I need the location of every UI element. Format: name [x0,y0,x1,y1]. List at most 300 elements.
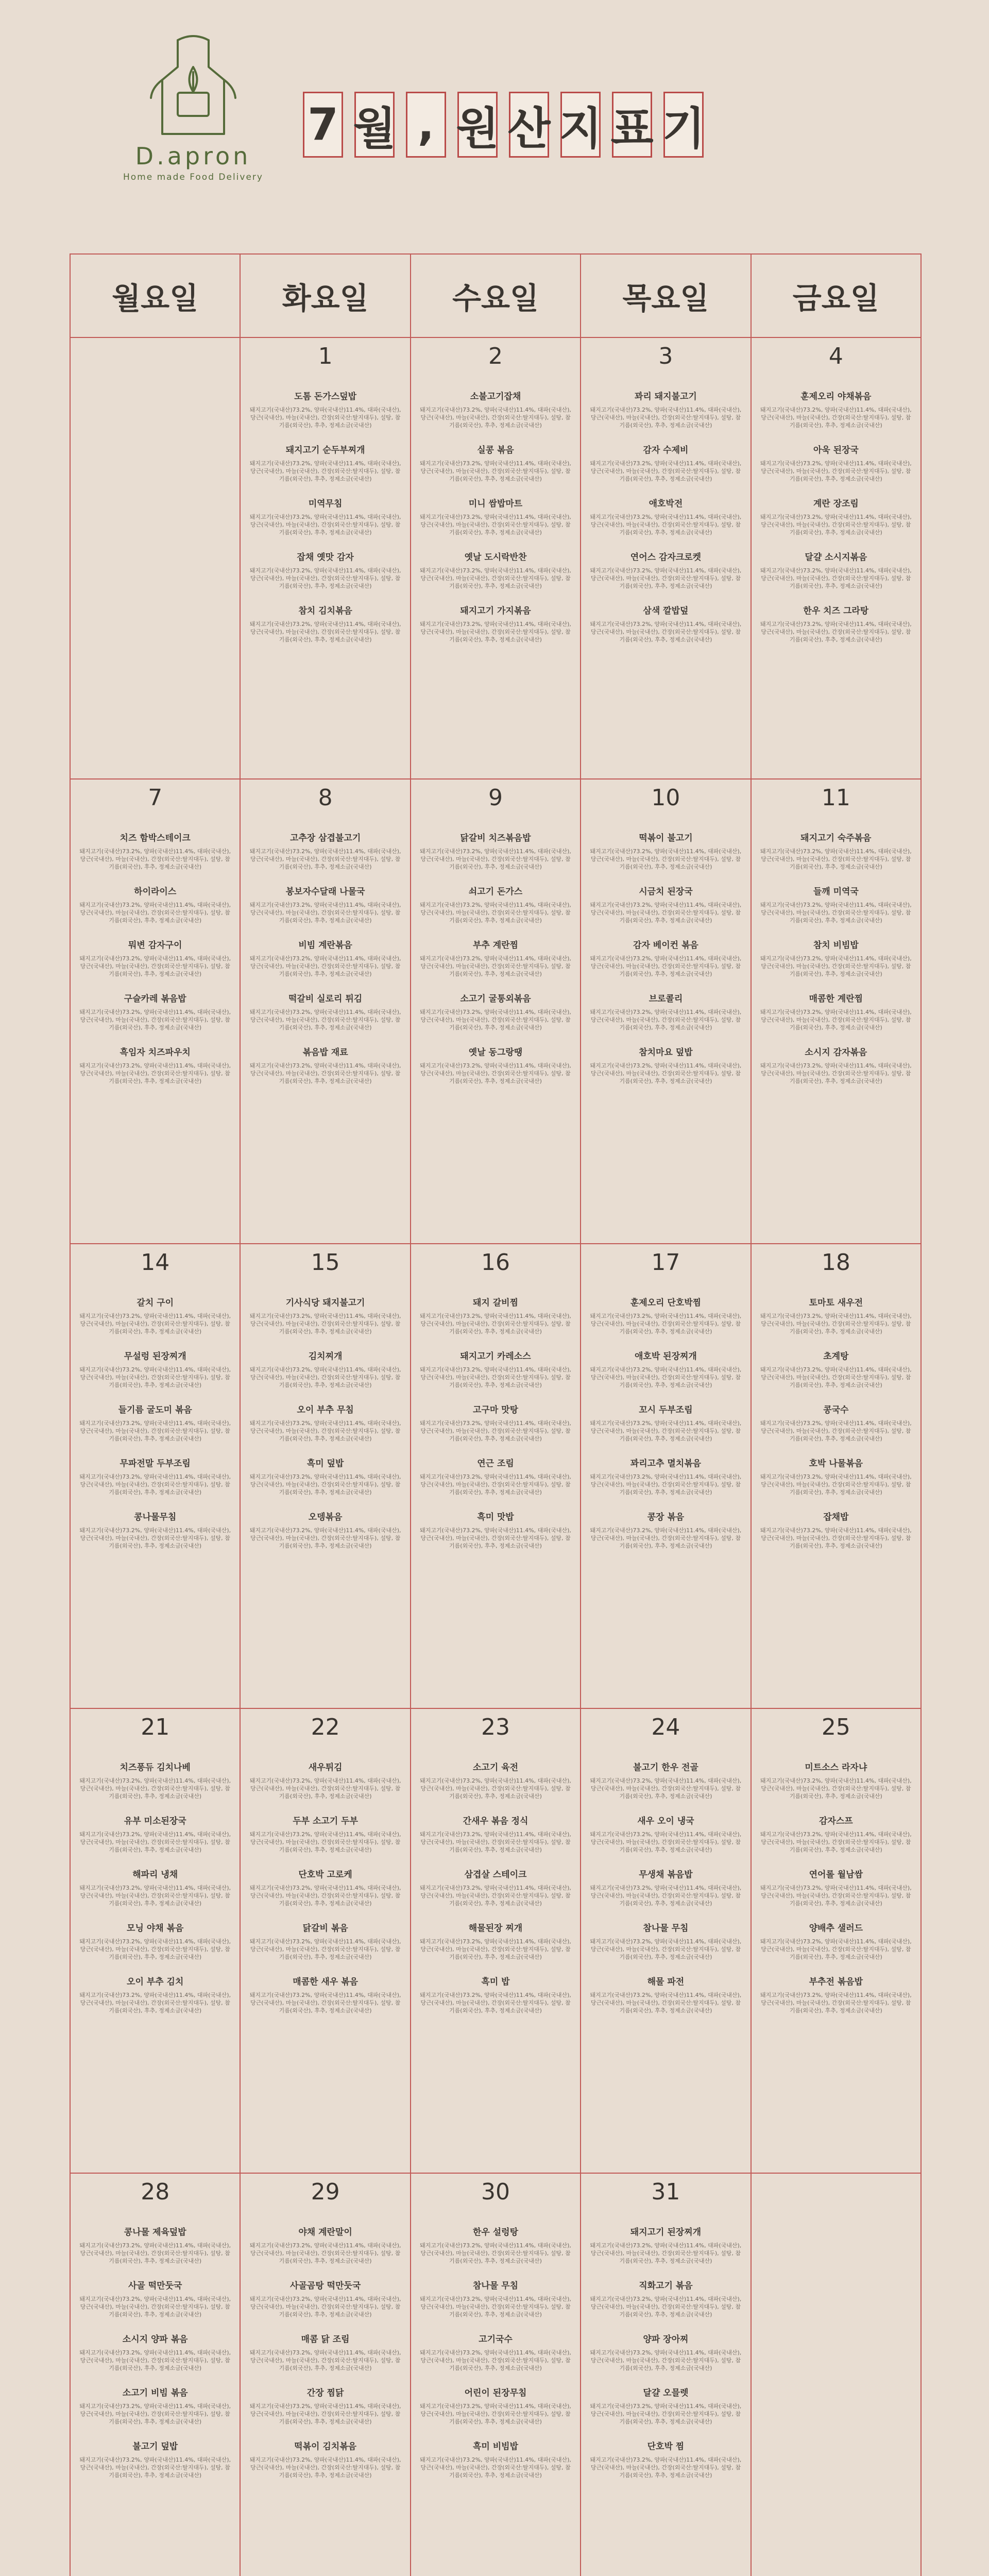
dish-name: 흑미 비빔밥 [473,2442,519,2452]
dish-origin-text: 돼지고기(국내산)73.2%, 양파(국내산)11.4%, 대파(국내산), 당근(국내산), 마늘(국내산), 간장(외국산:탈지대두), 설탕, 참기름(외국산), 후추, 정제소금(국내산) [79,2296,231,2318]
dish-name: 미니 쌈밥마트 [468,499,523,509]
dish-name: 돼지고기 순두부찌개 [285,445,365,455]
dish-origin-text: 돼지고기(국내산)73.2%, 양파(국내산)11.4%, 대파(국내산), 당근(국내산), 마늘(국내산), 간장(외국산:탈지대두), 설탕, 참기름(외국산), 후추, 정제소금(국내산) [590,2349,742,2371]
day-cell [411,338,581,778]
dish-origin-text: 돼지고기(국내산)73.2%, 양파(국내산)11.4%, 대파(국내산), 당근(국내산), 마늘(국내산), 간장(외국산:탈지대두), 설탕, 참기름(외국산), 후추, 정제소금(국내산) [760,1938,912,1960]
dish-name: 애호박 된장찌개 [634,1351,697,1362]
day-date: 21 [141,1714,170,1740]
dish-origin-text: 돼지고기(국내산)73.2%, 양파(국내산)11.4%, 대파(국내산), 당근(국내산), 마늘(국내산), 간장(외국산:탈지대두), 설탕, 참기름(외국산), 후추, 정제소금(국내산) [420,955,571,977]
dish-name: 시금치 된장국 [639,887,693,897]
dish-name: 달걀 오믈렛 [643,2388,689,2398]
dish-origin-text: 돼지고기(국내산)73.2%, 양파(국내산)11.4%, 대파(국내산), 당근(국내산), 마늘(국내산), 간장(외국산:탈지대두), 설탕, 참기름(외국산), 후추, 정제소금(국내산) [79,2403,231,2425]
day-date: 25 [821,1714,850,1740]
dish-origin-text: 돼지고기(국내산)73.2%, 양파(국내산)11.4%, 대파(국내산), 당근(국내산), 마늘(국내산), 간장(외국산:탈지대두), 설탕, 참기름(외국산), 후추, 정제소금(국내산) [420,1366,571,1388]
dish-name: 감자 베이컨 볶음 [633,940,698,951]
dish-name: 감자스프 [819,1816,853,1826]
day-cell [752,1709,920,2173]
dish-origin-text: 돼지고기(국내산)73.2%, 양파(국내산)11.4%, 대파(국내산), 당근(국내산), 마늘(국내산), 간장(외국산:탈지대두), 설탕, 참기름(외국산), 후추, 정제소금(국내산) [420,1777,571,1800]
dish-origin-text: 돼지고기(국내산)73.2%, 양파(국내산)11.4%, 대파(국내산), 당근(국내산), 마늘(국내산), 간장(외국산:탈지대두), 설탕, 참기름(외국산), 후추, 정제소금(국내산) [249,1527,401,1549]
dish-name: 고기국수 [479,2334,513,2345]
dish-name: 간장 찜닭 [306,2388,344,2398]
dish-name: 해물된장 찌개 [468,1923,523,1934]
day-cell [241,338,411,778]
dish-origin-text: 돼지고기(국내산)73.2%, 양파(국내산)11.4%, 대파(국내산), 당근(국내산), 마늘(국내산), 간장(외국산:탈지대두), 설탕, 참기름(외국산), 후추, 정제소금(국내산) [590,2242,742,2264]
dish-origin-text: 돼지고기(국내산)73.2%, 양파(국내산)11.4%, 대파(국내산), 당근(국내산), 마늘(국내산), 간장(외국산:탈지대두), 설탕, 참기름(외국산), 후추, 정제소금(국내산) [590,514,742,536]
dish-origin-text: 돼지고기(국내산)73.2%, 양파(국내산)11.4%, 대파(국내산), 당근(국내산), 마늘(국내산), 간장(외국산:탈지대두), 설탕, 참기름(외국산), 후추, 정제소금(국내산) [590,848,742,870]
day-date: 14 [141,1249,170,1276]
dish-name: 들깨 미역국 [813,887,859,897]
day-date: 29 [311,2179,340,2205]
dish-origin-text: 돼지고기(국내산)73.2%, 양파(국내산)11.4%, 대파(국내산), 당근(국내산), 마늘(국내산), 간장(외국산:탈지대두), 설탕, 참기름(외국산), 후추, 정제소금(국내산) [249,1062,401,1084]
dish-origin-text: 돼지고기(국내산)73.2%, 양파(국내산)11.4%, 대파(국내산), 당근(국내산), 마늘(국내산), 간장(외국산:탈지대두), 설탕, 참기름(외국산), 후추, 정제소금(국내산) [760,1420,912,1442]
dish-origin-text: 돼지고기(국내산)73.2%, 양파(국내산)11.4%, 대파(국내산), 당근(국내산), 마늘(국내산), 간장(외국산:탈지대두), 설탕, 참기름(외국산), 후추, 정제소금(국내산) [249,848,401,870]
dish-origin-text: 돼지고기(국내산)73.2%, 양파(국내산)11.4%, 대파(국내산), 당근(국내산), 마늘(국내산), 간장(외국산:탈지대두), 설탕, 참기름(외국산), 후추, 정제소금(국내산) [79,1313,231,1335]
dish-name: 미역무침 [308,499,343,509]
day-date [759,2174,913,2211]
dish-origin-text: 돼지고기(국내산)73.2%, 양파(국내산)11.4%, 대파(국내산), 당근(국내산), 마늘(국내산), 간장(외국산:탈지대두), 설탕, 참기름(외국산), 후추, 정제소금(국내산) [249,1473,401,1496]
day-cell [581,1709,751,2173]
day-date: 11 [821,785,850,811]
apron-icon [142,31,245,139]
dish-name: 해파리 냉채 [132,1870,178,1880]
dish-origin-text: 돼지고기(국내산)73.2%, 양파(국내산)11.4%, 대파(국내산), 당근(국내산), 마늘(국내산), 간장(외국산:탈지대두), 설탕, 참기름(외국산), 후추, 정제소금(국내산) [760,1062,912,1084]
weekday-label: 금요일 [792,281,879,316]
dish-name: 소고기 굴통외볶음 [460,994,531,1004]
dish-origin-text: 돼지고기(국내산)73.2%, 양파(국내산)11.4%, 대파(국내산), 당근(국내산), 마늘(국내산), 간장(외국산:탈지대두), 설탕, 참기름(외국산), 후추, 정제소금(국내산) [249,567,401,589]
dish-origin-text: 돼지고기(국내산)73.2%, 양파(국내산)11.4%, 대파(국내산), 당근(국내산), 마늘(국내산), 간장(외국산:탈지대두), 설탕, 참기름(외국산), 후추, 정제소금(국내산) [79,1992,231,2014]
dish-origin-text: 돼지고기(국내산)73.2%, 양파(국내산)11.4%, 대파(국내산), 당근(국내산), 마늘(국내산), 간장(외국산:탈지대두), 설탕, 참기름(외국산), 후추, 정제소금(국내산) [760,1313,912,1335]
dish-name: 흑임자 치즈파우치 [120,1047,191,1058]
title-char: 표 [612,92,652,158]
day-cell [241,779,411,1243]
dish-name: 계란 장조림 [813,499,859,509]
dish-name: 소시지 양파 볶음 [122,2334,188,2345]
dish-name: 잡채 옛맛 감자 [297,552,354,563]
dish-origin-text: 돼지고기(국내산)73.2%, 양파(국내산)11.4%, 대파(국내산), 당근(국내산), 마늘(국내산), 간장(외국산:탈지대두), 설탕, 참기름(외국산), 후추, 정제소금(국내산) [79,1777,231,1800]
week-row [71,1709,920,2174]
dish-origin-text: 돼지고기(국내산)73.2%, 양파(국내산)11.4%, 대파(국내산), 당근(국내산), 마늘(국내산), 간장(외국산:탈지대두), 설탕, 참기름(외국산), 후추, 정제소금(국내산) [760,567,912,589]
day-cell [71,338,241,778]
dish-origin-text: 돼지고기(국내산)73.2%, 양파(국내산)11.4%, 대파(국내산), 당근(국내산), 마늘(국내산), 간장(외국산:탈지대두), 설탕, 참기름(외국산), 후추, 정제소금(국내산) [760,902,912,924]
dish-name: 직화고기 볶음 [639,2281,693,2291]
title-char: 7 [303,92,343,158]
dish-name: 고추장 삼겹불고기 [289,833,361,843]
dish-name: 참치 비빔밥 [813,940,859,951]
dish-name: 돼지고기 가지볶음 [460,606,531,616]
dish-name: 소고기 육전 [473,1762,519,1773]
dish-name: 어린이 된장무침 [464,2388,527,2398]
dish-name: 참치 김치볶음 [298,606,352,616]
dish-origin-text: 돼지고기(국내산)73.2%, 양파(국내산)11.4%, 대파(국내산), 당근(국내산), 마늘(국내산), 간장(외국산:탈지대두), 설탕, 참기름(외국산), 후추, 정제소금(국내산) [760,1992,912,2014]
dish-origin-text: 돼지고기(국내산)73.2%, 양파(국내산)11.4%, 대파(국내산), 당근(국내산), 마늘(국내산), 간장(외국산:탈지대두), 설탕, 참기름(외국산), 후추, 정제소금(국내산) [590,1366,742,1388]
dish-name: 삼겹살 스테이크 [464,1870,527,1880]
dish-name: 불고기 한우 전골 [633,1762,698,1773]
dish-name: 오뎅볶음 [308,1512,343,1522]
day-date: 23 [481,1714,510,1740]
dish-origin-text: 돼지고기(국내산)73.2%, 양파(국내산)11.4%, 대파(국내산), 당근(국내산), 마늘(국내산), 간장(외국산:탈지대두), 설탕, 참기름(외국산), 후추, 정제소금(국내산) [590,2403,742,2425]
dish-origin-text: 돼지고기(국내산)73.2%, 양파(국내산)11.4%, 대파(국내산), 당근(국내산), 마늘(국내산), 간장(외국산:탈지대두), 설탕, 참기름(외국산), 후추, 정제소금(국내산) [249,1366,401,1388]
dish-origin-text: 돼지고기(국내산)73.2%, 양파(국내산)11.4%, 대파(국내산), 당근(국내산), 마늘(국내산), 간장(외국산:탈지대두), 설탕, 참기름(외국산), 후추, 정제소금(국내산) [79,1527,231,1549]
dish-name: 볶음밥 재료 [302,1047,348,1058]
dish-origin-text: 돼지고기(국내산)73.2%, 양파(국내산)11.4%, 대파(국내산), 당근(국내산), 마늘(국내산), 간장(외국산:탈지대두), 설탕, 참기름(외국산), 후추, 정제소금(국내산) [420,567,571,589]
dish-name: 콩국수 [823,1405,849,1415]
title-char: , [406,92,446,158]
dish-name: 흑미 덮밥 [306,1459,344,1469]
dish-origin-text: 돼지고기(국내산)73.2%, 양파(국내산)11.4%, 대파(국내산), 당근(국내산), 마늘(국내산), 간장(외국산:탈지대두), 설탕, 참기름(외국산), 후추, 정제소금(국내산) [79,1062,231,1084]
day-date: 10 [651,785,680,811]
dish-name: 야채 계란말이 [298,2227,352,2238]
week-row [71,779,920,1244]
day-cell [581,338,751,778]
dish-name: 연어롤 월남쌈 [809,1870,863,1880]
day-cell [241,1244,411,1708]
dish-origin-text: 돼지고기(국내산)73.2%, 양파(국내산)11.4%, 대파(국내산), 당근(국내산), 마늘(국내산), 간장(외국산:탈지대두), 설탕, 참기름(외국산), 후추, 정제소금(국내산) [590,1009,742,1031]
dish-origin-text: 돼지고기(국내산)73.2%, 양파(국내산)11.4%, 대파(국내산), 당근(국내산), 마늘(국내산), 간장(외국산:탈지대두), 설탕, 참기름(외국산), 후추, 정제소금(국내산) [249,406,401,429]
day-date: 31 [651,2179,680,2205]
dish-origin-text: 돼지고기(국내산)73.2%, 양파(국내산)11.4%, 대파(국내산), 당근(국내산), 마늘(국내산), 간장(외국산:탈지대두), 설탕, 참기름(외국산), 후추, 정제소금(국내산) [760,406,912,429]
dish-name: 불고기 덮밥 [132,2442,178,2452]
day-date: 22 [311,1714,340,1740]
week-row [71,1244,920,1709]
dish-origin-text: 돼지고기(국내산)73.2%, 양파(국내산)11.4%, 대파(국내산), 당근(국내산), 마늘(국내산), 간장(외국산:탈지대두), 설탕, 참기름(외국산), 후추, 정제소금(국내산) [760,1831,912,1853]
dish-name: 참치마요 덮밥 [639,1047,693,1058]
dish-name: 흑미 맛밥 [477,1512,514,1522]
dish-name: 하이라이스 [134,887,177,897]
dish-name: 떡볶이 불고기 [639,833,693,843]
dish-name: 김치찌개 [308,1351,343,1362]
title-char: 산 [509,92,549,158]
title-char: 기 [663,92,704,158]
day-cell [411,1244,581,1708]
dish-origin-text: 돼지고기(국내산)73.2%, 양파(국내산)11.4%, 대파(국내산), 당근(국내산), 마늘(국내산), 간장(외국산:탈지대두), 설탕, 참기름(외국산), 후추, 정제소금(국내산) [249,1420,401,1442]
dish-origin-text: 돼지고기(국내산)73.2%, 양파(국내산)11.4%, 대파(국내산), 당근(국내산), 마늘(국내산), 간장(외국산:탈지대두), 설탕, 참기름(외국산), 후추, 정제소금(국내산) [79,2242,231,2264]
dish-origin-text: 돼지고기(국내산)73.2%, 양파(국내산)11.4%, 대파(국내산), 당근(국내산), 마늘(국내산), 간장(외국산:탈지대두), 설탕, 참기름(외국산), 후추, 정제소금(국내산) [760,848,912,870]
day-cell [411,2174,581,2576]
dish-origin-text: 돼지고기(국내산)73.2%, 양파(국내산)11.4%, 대파(국내산), 당근(국내산), 마늘(국내산), 간장(외국산:탈지대두), 설탕, 참기름(외국산), 후추, 정제소금(국내산) [420,1992,571,2014]
dish-origin-text: 돼지고기(국내산)73.2%, 양파(국내산)11.4%, 대파(국내산), 당근(국내산), 마늘(국내산), 간장(외국산:탈지대두), 설탕, 참기름(외국산), 후추, 정제소금(국내산) [420,848,571,870]
dish-origin-text: 돼지고기(국내산)73.2%, 양파(국내산)11.4%, 대파(국내산), 당근(국내산), 마늘(국내산), 간장(외국산:탈지대두), 설탕, 참기름(외국산), 후추, 정제소금(국내산) [79,2456,231,2479]
dish-name: 단호박 찜 [647,2442,685,2452]
day-date: 9 [488,785,503,811]
dish-name: 도톰 돈가스덮밥 [294,392,357,402]
header [0,0,989,227]
dish-name: 호박 나물볶음 [809,1459,863,1469]
day-date: 18 [821,1249,850,1276]
dish-origin-text: 돼지고기(국내산)73.2%, 양파(국내산)11.4%, 대파(국내산), 당근(국내산), 마늘(국내산), 간장(외국산:탈지대두), 설탕, 참기름(외국산), 후추, 정제소금(국내산) [590,955,742,977]
dish-origin-text: 돼지고기(국내산)73.2%, 양파(국내산)11.4%, 대파(국내산), 당근(국내산), 마늘(국내산), 간장(외국산:탈지대두), 설탕, 참기름(외국산), 후추, 정제소금(국내산) [420,1885,571,1907]
dish-name: 사골곰탕 떡만둣국 [289,2281,361,2291]
day-cell [752,2174,920,2576]
day-date: 7 [148,785,163,811]
dish-origin-text: 돼지고기(국내산)73.2%, 양파(국내산)11.4%, 대파(국내산), 당근(국내산), 마늘(국내산), 간장(외국산:탈지대두), 설탕, 참기름(외국산), 후추, 정제소금(국내산) [420,1831,571,1853]
dish-name: 기사식당 돼지불고기 [285,1298,365,1308]
dish-origin-text: 돼지고기(국내산)73.2%, 양파(국내산)11.4%, 대파(국내산), 당근(국내산), 마늘(국내산), 간장(외국산:탈지대두), 설탕, 참기름(외국산), 후추, 정제소금(국내산) [249,902,401,924]
dish-origin-text: 돼지고기(국내산)73.2%, 양파(국내산)11.4%, 대파(국내산), 당근(국내산), 마늘(국내산), 간장(외국산:탈지대두), 설탕, 참기름(외국산), 후추, 정제소금(국내산) [420,2349,571,2371]
title-char: 지 [560,92,601,158]
day-cell [71,1709,241,2173]
dish-origin-text: 돼지고기(국내산)73.2%, 양파(국내산)11.4%, 대파(국내산), 당근(국내산), 마늘(국내산), 간장(외국산:탈지대두), 설탕, 참기름(외국산), 후추, 정제소금(국내산) [590,567,742,589]
day-date: 3 [658,343,673,369]
dish-name: 두부 소고기 두부 [293,1816,358,1826]
dish-origin-text: 돼지고기(국내산)73.2%, 양파(국내산)11.4%, 대파(국내산), 당근(국내산), 마늘(국내산), 간장(외국산:탈지대두), 설탕, 참기름(외국산), 후추, 정제소금(국내산) [590,902,742,924]
dish-origin-text: 돼지고기(국내산)73.2%, 양파(국내산)11.4%, 대파(국내산), 당근(국내산), 마늘(국내산), 간장(외국산:탈지대두), 설탕, 참기름(외국산), 후추, 정제소금(국내산) [249,2242,401,2264]
dish-origin-text: 돼지고기(국내산)73.2%, 양파(국내산)11.4%, 대파(국내산), 당근(국내산), 마늘(국내산), 간장(외국산:탈지대두), 설탕, 참기름(외국산), 후추, 정제소금(국내산) [420,1420,571,1442]
dish-origin-text: 돼지고기(국내산)73.2%, 양파(국내산)11.4%, 대파(국내산), 당근(국내산), 마늘(국내산), 간장(외국산:탈지대두), 설탕, 참기름(외국산), 후추, 정제소금(국내산) [760,1885,912,1907]
dish-origin-text: 돼지고기(국내산)73.2%, 양파(국내산)11.4%, 대파(국내산), 당근(국내산), 마늘(국내산), 간장(외국산:탈지대두), 설탕, 참기름(외국산), 후추, 정제소금(국내산) [760,1473,912,1496]
dish-name: 소불고기잡채 [470,392,521,402]
dish-origin-text: 돼지고기(국내산)73.2%, 양파(국내산)11.4%, 대파(국내산), 당근(국내산), 마늘(국내산), 간장(외국산:탈지대두), 설탕, 참기름(외국산), 후추, 정제소금(국내산) [590,406,742,429]
dish-name: 훈제오리 단호박찜 [630,1298,702,1308]
dish-origin-text: 돼지고기(국내산)73.2%, 양파(국내산)11.4%, 대파(국내산), 당근(국내산), 마늘(국내산), 간장(외국산:탈지대두), 설탕, 참기름(외국산), 후추, 정제소금(국내산) [760,514,912,536]
dish-name: 오이 부추 김치 [127,1977,184,1987]
dish-name: 매콤한 계란찜 [809,994,863,1004]
logo [98,31,288,216]
dish-origin-text: 돼지고기(국내산)73.2%, 양파(국내산)11.4%, 대파(국내산), 당근(국내산), 마늘(국내산), 간장(외국산:탈지대두), 설탕, 참기름(외국산), 후추, 정제소금(국내산) [249,514,401,536]
dish-name: 부추전 볶음밥 [809,1977,863,1987]
dish-name: 닭갈비 볶음 [302,1923,348,1934]
weekday-label: 목요일 [581,255,751,337]
dish-name: 해물 파전 [647,1977,685,1987]
dish-origin-text: 돼지고기(국내산)73.2%, 양파(국내산)11.4%, 대파(국내산), 당근(국내산), 마늘(국내산), 간장(외국산:탈지대두), 설탕, 참기름(외국산), 후추, 정제소금(국내산) [420,406,571,429]
day-cell [241,2174,411,2576]
dish-origin-text: 돼지고기(국내산)73.2%, 양파(국내산)11.4%, 대파(국내산), 당근(국내산), 마늘(국내산), 간장(외국산:탈지대두), 설탕, 참기름(외국산), 후추, 정제소금(국내산) [249,2456,401,2479]
day-date: 2 [488,343,503,369]
dish-origin-text: 돼지고기(국내산)73.2%, 양파(국내산)11.4%, 대파(국내산), 당근(국내산), 마늘(국내산), 간장(외국산:탈지대두), 설탕, 참기름(외국산), 후추, 정제소금(국내산) [590,1473,742,1496]
dish-name: 옛날 동그랑땡 [468,1047,523,1058]
dish-origin-text: 돼지고기(국내산)73.2%, 양파(국내산)11.4%, 대파(국내산), 당근(국내산), 마늘(국내산), 간장(외국산:탈지대두), 설탕, 참기름(외국산), 후추, 정제소금(국내산) [79,1938,231,1960]
dish-origin-text: 돼지고기(국내산)73.2%, 양파(국내산)11.4%, 대파(국내산), 당근(국내산), 마늘(국내산), 간장(외국산:탈지대두), 설탕, 참기름(외국산), 후추, 정제소금(국내산) [249,2349,401,2371]
day-cell [71,1244,241,1708]
dish-name: 초계탕 [823,1351,849,1362]
dish-name: 돼지고기 카레소스 [460,1351,531,1362]
dish-name: 돼지 갈비찜 [473,1298,519,1308]
dish-name: 들기름 굴도미 볶음 [118,1405,192,1415]
title-char: 월 [354,92,395,158]
dish-name: 꼬시 두부조림 [639,1405,693,1415]
menu-calendar [70,253,922,2576]
dish-origin-text: 돼지고기(국내산)73.2%, 양파(국내산)11.4%, 대파(국내산), 당근(국내산), 마늘(국내산), 간장(외국산:탈지대두), 설탕, 참기름(외국산), 후추, 정제소금(국내산) [760,460,912,482]
page-title [303,92,704,158]
day-cell [71,779,241,1243]
dish-name: 콩나물 제육덮밥 [124,2227,186,2238]
dish-name: 소시지 감자볶음 [805,1047,867,1058]
dish-origin-text: 돼지고기(국내산)73.2%, 양파(국내산)11.4%, 대파(국내산), 당근(국내산), 마늘(국내산), 간장(외국산:탈지대두), 설탕, 참기름(외국산), 후추, 정제소금(국내산) [249,1885,401,1907]
dish-origin-text: 돼지고기(국내산)73.2%, 양파(국내산)11.4%, 대파(국내산), 당근(국내산), 마늘(국내산), 간장(외국산:탈지대두), 설탕, 참기름(외국산), 후추, 정제소금(국내산) [79,1009,231,1031]
dish-name: 간새우 볶음 정식 [463,1816,528,1826]
dish-name: 사골 떡만둣국 [128,2281,182,2291]
dish-origin-text: 돼지고기(국내산)73.2%, 양파(국내산)11.4%, 대파(국내산), 당근(국내산), 마늘(국내산), 간장(외국산:탈지대두), 설탕, 참기름(외국산), 후추, 정제소금(국내산) [420,1938,571,1960]
dish-origin-text: 돼지고기(국내산)73.2%, 양파(국내산)11.4%, 대파(국내산), 당근(국내산), 마늘(국내산), 간장(외국산:탈지대두), 설탕, 참기름(외국산), 후추, 정제소금(국내산) [249,460,401,482]
dish-name: 콩장 볶음 [647,1512,685,1522]
dish-name: 매콤한 새우 볶음 [293,1977,358,1987]
dish-name: 오이 부추 무침 [297,1405,354,1415]
dish-origin-text: 돼지고기(국내산)73.2%, 양파(국내산)11.4%, 대파(국내산), 당근(국내산), 마늘(국내산), 간장(외국산:탈지대두), 설탕, 참기름(외국산), 후추, 정제소금(국내산) [590,1527,742,1549]
dish-origin-text: 돼지고기(국내산)73.2%, 양파(국내산)11.4%, 대파(국내산), 당근(국내산), 마늘(국내산), 간장(외국산:탈지대두), 설탕, 참기름(외국산), 후추, 정제소금(국내산) [249,2296,401,2318]
dish-origin-text: 돼지고기(국내산)73.2%, 양파(국내산)11.4%, 대파(국내산), 당근(국내산), 마늘(국내산), 간장(외국산:탈지대두), 설탕, 참기름(외국산), 후추, 정제소금(국내산) [249,1313,401,1335]
dish-origin-text: 돼지고기(국내산)73.2%, 양파(국내산)11.4%, 대파(국내산), 당근(국내산), 마늘(국내산), 간장(외국산:탈지대두), 설탕, 참기름(외국산), 후추, 정제소금(국내산) [420,2403,571,2425]
dish-name: 옛날 도시락반찬 [464,552,527,563]
dish-name: 부추 계란찜 [473,940,519,951]
dish-name: 감자 수제비 [643,445,689,455]
dish-name: 무생채 볶음밥 [639,1870,693,1880]
day-date [78,338,232,376]
dish-name: 매콤 닭 조림 [301,2334,350,2345]
dish-origin-text: 돼지고기(국내산)73.2%, 양파(국내산)11.4%, 대파(국내산), 당근(국내산), 마늘(국내산), 간장(외국산:탈지대두), 설탕, 참기름(외국산), 후추, 정제소금(국내산) [249,2403,401,2425]
dish-origin-text: 돼지고기(국내산)73.2%, 양파(국내산)11.4%, 대파(국내산), 당근(국내산), 마늘(국내산), 간장(외국산:탈지대두), 설탕, 참기름(외국산), 후추, 정제소금(국내산) [79,2349,231,2371]
dish-origin-text: 돼지고기(국내산)73.2%, 양파(국내산)11.4%, 대파(국내산), 당근(국내산), 마늘(국내산), 간장(외국산:탈지대두), 설탕, 참기름(외국산), 후추, 정제소금(국내산) [590,2456,742,2479]
dish-name: 애호박전 [649,499,683,509]
dish-origin-text: 돼지고기(국내산)73.2%, 양파(국내산)11.4%, 대파(국내산), 당근(국내산), 마늘(국내산), 간장(외국산:탈지대두), 설탕, 참기름(외국산), 후추, 정제소금(국내산) [760,621,912,643]
dish-name: 흑미 밥 [481,1977,510,1987]
dish-origin-text: 돼지고기(국내산)73.2%, 양파(국내산)11.4%, 대파(국내산), 당근(국내산), 마늘(국내산), 간장(외국산:탈지대두), 설탕, 참기름(외국산), 후추, 정제소금(국내산) [590,460,742,482]
day-cell [411,1709,581,2173]
dish-origin-text: 돼지고기(국내산)73.2%, 양파(국내산)11.4%, 대파(국내산), 당근(국내산), 마늘(국내산), 간장(외국산:탈지대두), 설탕, 참기름(외국산), 후추, 정제소금(국내산) [79,1420,231,1442]
dish-name: 새우튀김 [308,1762,343,1773]
day-date: 8 [318,785,333,811]
day-cell [752,1244,920,1708]
dish-origin-text: 돼지고기(국내산)73.2%, 양파(국내산)11.4%, 대파(국내산), 당근(국내산), 마늘(국내산), 간장(외국산:탈지대두), 설탕, 참기름(외국산), 후추, 정제소금(국내산) [420,460,571,482]
dish-name: 떡갈비 실로리 튀김 [288,994,363,1004]
day-date: 28 [141,2179,170,2205]
week-row [71,2174,920,2576]
dish-name: 참나물 무침 [473,2281,519,2291]
dish-name: 모닝 야채 볶음 [127,1923,184,1934]
dish-origin-text: 돼지고기(국내산)73.2%, 양파(국내산)11.4%, 대파(국내산), 당근(국내산), 마늘(국내산), 간장(외국산:탈지대두), 설탕, 참기름(외국산), 후추, 정제소금(국내산) [420,1527,571,1549]
dish-origin-text: 돼지고기(국내산)73.2%, 양파(국내산)11.4%, 대파(국내산), 당근(국내산), 마늘(국내산), 간장(외국산:탈지대두), 설탕, 참기름(외국산), 후추, 정제소금(국내산) [420,514,571,536]
dish-origin-text: 돼지고기(국내산)73.2%, 양파(국내산)11.4%, 대파(국내산), 당근(국내산), 마늘(국내산), 간장(외국산:탈지대두), 설탕, 참기름(외국산), 후추, 정제소금(국내산) [590,1885,742,1907]
dish-name: 달걀 소시지볶음 [805,552,867,563]
dish-name: 쇠고기 돈가스 [468,887,523,897]
dish-name: 잡채밥 [823,1512,849,1522]
dish-name: 갈치 구이 [137,1298,174,1308]
dish-name: 한우 설렁탕 [473,2227,519,2238]
dish-origin-text: 돼지고기(국내산)73.2%, 양파(국내산)11.4%, 대파(국내산), 당근(국내산), 마늘(국내산), 간장(외국산:탈지대두), 설탕, 참기름(외국산), 후추, 정제소금(국내산) [249,1831,401,1853]
week-row [71,338,920,779]
day-date: 1 [318,343,333,369]
day-date: 16 [481,1249,510,1276]
dish-origin-text: 돼지고기(국내산)73.2%, 양파(국내산)11.4%, 대파(국내산), 당근(국내산), 마늘(국내산), 간장(외국산:탈지대두), 설탕, 참기름(외국산), 후추, 정제소금(국내산) [420,902,571,924]
day-cell [581,779,751,1243]
dish-name: 콩나물무침 [134,1512,177,1522]
dish-name: 실콩 볶음 [477,445,514,455]
dish-origin-text: 돼지고기(국내산)73.2%, 양파(국내산)11.4%, 대파(국내산), 당근(국내산), 마늘(국내산), 간장(외국산:탈지대두), 설탕, 참기름(외국산), 후추, 정제소금(국내산) [79,1366,231,1388]
day-cell [581,2174,751,2576]
dish-origin-text: 돼지고기(국내산)73.2%, 양파(국내산)11.4%, 대파(국내산), 당근(국내산), 마늘(국내산), 간장(외국산:탈지대두), 설탕, 참기름(외국산), 후추, 정제소금(국내산) [590,621,742,643]
dish-name: 참나물 무침 [643,1923,689,1934]
dish-name: 연어스 감자크로켓 [630,552,702,563]
dish-origin-text: 돼지고기(국내산)73.2%, 양파(국내산)11.4%, 대파(국내산), 당근(국내산), 마늘(국내산), 간장(외국산:탈지대두), 설탕, 참기름(외국산), 후추, 정제소금(국내산) [590,1992,742,2014]
dish-name: 양파 장아찌 [643,2334,689,2345]
dish-origin-text: 돼지고기(국내산)73.2%, 양파(국내산)11.4%, 대파(국내산), 당근(국내산), 마늘(국내산), 간장(외국산:탈지대두), 설탕, 참기름(외국산), 후추, 정제소금(국내산) [760,1366,912,1388]
dish-origin-text: 돼지고기(국내산)73.2%, 양파(국내산)11.4%, 대파(국내산), 당근(국내산), 마늘(국내산), 간장(외국산:탈지대두), 설탕, 참기름(외국산), 후추, 정제소금(국내산) [249,1009,401,1031]
dish-origin-text: 돼지고기(국내산)73.2%, 양파(국내산)11.4%, 대파(국내산), 당근(국내산), 마늘(국내산), 간장(외국산:탈지대두), 설탕, 참기름(외국산), 후추, 정제소금(국내산) [590,1420,742,1442]
dish-origin-text: 돼지고기(국내산)73.2%, 양파(국내산)11.4%, 대파(국내산), 당근(국내산), 마늘(국내산), 간장(외국산:탈지대두), 설탕, 참기름(외국산), 후추, 정제소금(국내산) [420,621,571,643]
dish-origin-text: 돼지고기(국내산)73.2%, 양파(국내산)11.4%, 대파(국내산), 당근(국내산), 마늘(국내산), 간장(외국산:탈지대두), 설탕, 참기름(외국산), 후추, 정제소금(국내산) [760,1009,912,1031]
dish-origin-text: 돼지고기(국내산)73.2%, 양파(국내산)11.4%, 대파(국내산), 당근(국내산), 마늘(국내산), 간장(외국산:탈지대두), 설탕, 참기름(외국산), 후추, 정제소금(국내산) [79,1473,231,1496]
dish-name: 닭갈비 치즈볶음밥 [460,833,531,843]
dish-name: 미트소스 라자냐 [805,1762,867,1773]
dish-origin-text: 돼지고기(국내산)73.2%, 양파(국내산)11.4%, 대파(국내산), 당근(국내산), 마늘(국내산), 간장(외국산:탈지대두), 설탕, 참기름(외국산), 후추, 정제소금(국내산) [760,1527,912,1549]
weekday-label: 화요일 [241,255,411,337]
dish-origin-text: 돼지고기(국내산)73.2%, 양파(국내산)11.4%, 대파(국내산), 당근(국내산), 마늘(국내산), 간장(외국산:탈지대두), 설탕, 참기름(외국산), 후추, 정제소금(국내산) [760,955,912,977]
day-cell [752,779,920,1243]
day-date: 24 [651,1714,680,1740]
dish-origin-text: 돼지고기(국내산)73.2%, 양파(국내산)11.4%, 대파(국내산), 당근(국내산), 마늘(국내산), 간장(외국산:탈지대두), 설탕, 참기름(외국산), 후추, 정제소금(국내산) [590,1313,742,1335]
dish-origin-text: 돼지고기(국내산)73.2%, 양파(국내산)11.4%, 대파(국내산), 당근(국내산), 마늘(국내산), 간장(외국산:탈지대두), 설탕, 참기름(외국산), 후추, 정제소금(국내산) [249,1777,401,1800]
dish-origin-text: 돼지고기(국내산)73.2%, 양파(국내산)11.4%, 대파(국내산), 당근(국내산), 마늘(국내산), 간장(외국산:탈지대두), 설탕, 참기름(외국산), 후추, 정제소금(국내산) [590,1831,742,1853]
dish-origin-text: 돼지고기(국내산)73.2%, 양파(국내산)11.4%, 대파(국내산), 당근(국내산), 마늘(국내산), 간장(외국산:탈지대두), 설탕, 참기름(외국산), 후추, 정제소금(국내산) [249,621,401,643]
dish-name: 돼지고기 숙주볶음 [800,833,872,843]
weekday-label: 월요일 [71,255,241,337]
day-date: 15 [311,1249,340,1276]
dish-origin-text: 돼지고기(국내산)73.2%, 양파(국내산)11.4%, 대파(국내산), 당근(국내산), 마늘(국내산), 간장(외국산:탈지대두), 설탕, 참기름(외국산), 후추, 정제소금(국내산) [760,1777,912,1800]
title-char: 원 [457,92,498,158]
dish-name: 꽈리 돼지불고기 [634,392,697,402]
dish-name: 아욱 된장국 [813,445,859,455]
dish-name: 무파전말 두부조림 [120,1459,191,1469]
dish-origin-text: 돼지고기(국내산)73.2%, 양파(국내산)11.4%, 대파(국내산), 당근(국내산), 마늘(국내산), 간장(외국산:탈지대두), 설탕, 참기름(외국산), 후추, 정제소금(국내산) [249,1938,401,1960]
dish-origin-text: 돼지고기(국내산)73.2%, 양파(국내산)11.4%, 대파(국내산), 당근(국내산), 마늘(국내산), 간장(외국산:탈지대두), 설탕, 참기름(외국산), 후추, 정제소금(국내산) [420,1062,571,1084]
dish-name: 떡볶이 김치볶음 [294,2442,357,2452]
dish-origin-text: 돼지고기(국내산)73.2%, 양파(국내산)11.4%, 대파(국내산), 당근(국내산), 마늘(국내산), 간장(외국산:탈지대두), 설탕, 참기름(외국산), 후추, 정제소금(국내산) [79,1885,231,1907]
dish-name: 무설렁 된장찌개 [124,1351,186,1362]
day-date: 17 [651,1249,680,1276]
dish-name: 연근 조림 [477,1459,514,1469]
day-date: 4 [828,343,843,369]
day-cell [71,2174,241,2576]
dish-name: 양배추 샐러드 [809,1923,863,1934]
day-cell [241,1709,411,2173]
day-cell [752,338,920,778]
dish-origin-text: 돼지고기(국내산)73.2%, 양파(국내산)11.4%, 대파(국내산), 당근(국내산), 마늘(국내산), 간장(외국산:탈지대두), 설탕, 참기름(외국산), 후추, 정제소금(국내산) [79,955,231,977]
dish-origin-text: 돼지고기(국내산)73.2%, 양파(국내산)11.4%, 대파(국내산), 당근(국내산), 마늘(국내산), 간장(외국산:탈지대두), 설탕, 참기름(외국산), 후추, 정제소금(국내산) [249,1992,401,2014]
day-cell [411,779,581,1243]
weekday-label: 수요일 [411,255,581,337]
dish-name: 단호박 고로케 [298,1870,352,1880]
dish-origin-text: 돼지고기(국내산)73.2%, 양파(국내산)11.4%, 대파(국내산), 당근(국내산), 마늘(국내산), 간장(외국산:탈지대두), 설탕, 참기름(외국산), 후추, 정제소금(국내산) [420,2242,571,2264]
dish-name: 꽈리고추 멸치볶음 [630,1459,702,1469]
dish-origin-text: 돼지고기(국내산)73.2%, 양파(국내산)11.4%, 대파(국내산), 당근(국내산), 마늘(국내산), 간장(외국산:탈지대두), 설탕, 참기름(외국산), 후추, 정제소금(국내산) [590,1938,742,1960]
dish-name: 비빔 계란볶음 [298,940,352,951]
dish-origin-text: 돼지고기(국내산)73.2%, 양파(국내산)11.4%, 대파(국내산), 당근(국내산), 마늘(국내산), 간장(외국산:탈지대두), 설탕, 참기름(외국산), 후추, 정제소금(국내산) [79,902,231,924]
dish-origin-text: 돼지고기(국내산)73.2%, 양파(국내산)11.4%, 대파(국내산), 당근(국내산), 마늘(국내산), 간장(외국산:탈지대두), 설탕, 참기름(외국산), 후추, 정제소금(국내산) [79,848,231,870]
dish-origin-text: 돼지고기(국내산)73.2%, 양파(국내산)11.4%, 대파(국내산), 당근(국내산), 마늘(국내산), 간장(외국산:탈지대두), 설탕, 참기름(외국산), 후추, 정제소금(국내산) [420,2296,571,2318]
dish-name: 치즈퐁듀 김치나베 [120,1762,191,1773]
dish-origin-text: 돼지고기(국내산)73.2%, 양파(국내산)11.4%, 대파(국내산), 당근(국내산), 마늘(국내산), 간장(외국산:탈지대두), 설탕, 참기름(외국산), 후추, 정제소금(국내산) [590,2296,742,2318]
dish-name: 뭐변 감자구이 [128,940,182,951]
dish-name: 돼지고기 된장찌개 [630,2227,702,2238]
day-date: 30 [481,2179,510,2205]
dish-name: 치즈 함박스테이크 [120,833,191,843]
brand-tagline: Home made Food Delivery [123,172,263,182]
dish-name: 고구마 맛탕 [473,1405,519,1415]
dish-origin-text: 돼지고기(국내산)73.2%, 양파(국내산)11.4%, 대파(국내산), 당근(국내산), 마늘(국내산), 간장(외국산:탈지대두), 설탕, 참기름(외국산), 후추, 정제소금(국내산) [420,1009,571,1031]
dish-origin-text: 돼지고기(국내산)73.2%, 양파(국내산)11.4%, 대파(국내산), 당근(국내산), 마늘(국내산), 간장(외국산:탈지대두), 설탕, 참기름(외국산), 후추, 정제소금(국내산) [590,1062,742,1084]
dish-name: 소고기 비빔 볶음 [122,2388,188,2398]
dish-origin-text: 돼지고기(국내산)73.2%, 양파(국내산)11.4%, 대파(국내산), 당근(국내산), 마늘(국내산), 간장(외국산:탈지대두), 설탕, 참기름(외국산), 후추, 정제소금(국내산) [249,955,401,977]
dish-origin-text: 돼지고기(국내산)73.2%, 양파(국내산)11.4%, 대파(국내산), 당근(국내산), 마늘(국내산), 간장(외국산:탈지대두), 설탕, 참기름(외국산), 후추, 정제소금(국내산) [79,1831,231,1853]
dish-origin-text: 돼지고기(국내산)73.2%, 양파(국내산)11.4%, 대파(국내산), 당근(국내산), 마늘(국내산), 간장(외국산:탈지대두), 설탕, 참기름(외국산), 후추, 정제소금(국내산) [420,1313,571,1335]
dish-origin-text: 돼지고기(국내산)73.2%, 양파(국내산)11.4%, 대파(국내산), 당근(국내산), 마늘(국내산), 간장(외국산:탈지대두), 설탕, 참기름(외국산), 후추, 정제소금(국내산) [420,2456,571,2479]
dish-name: 구슬카레 볶음밥 [124,994,186,1004]
dish-origin-text: 돼지고기(국내산)73.2%, 양파(국내산)11.4%, 대파(국내산), 당근(국내산), 마늘(국내산), 간장(외국산:탈지대두), 설탕, 참기름(외국산), 후추, 정제소금(국내산) [590,1777,742,1800]
dish-name: 유부 미소된장국 [124,1816,186,1826]
dish-name: 한우 치즈 그라탕 [803,606,869,616]
dish-origin-text: 돼지고기(국내산)73.2%, 양파(국내산)11.4%, 대파(국내산), 당근(국내산), 마늘(국내산), 간장(외국산:탈지대두), 설탕, 참기름(외국산), 후추, 정제소금(국내산) [420,1473,571,1496]
weekday-header-row [71,255,920,338]
dish-name: 훈제오리 야채볶음 [800,392,872,402]
dish-name: 토마토 새우전 [809,1298,863,1308]
